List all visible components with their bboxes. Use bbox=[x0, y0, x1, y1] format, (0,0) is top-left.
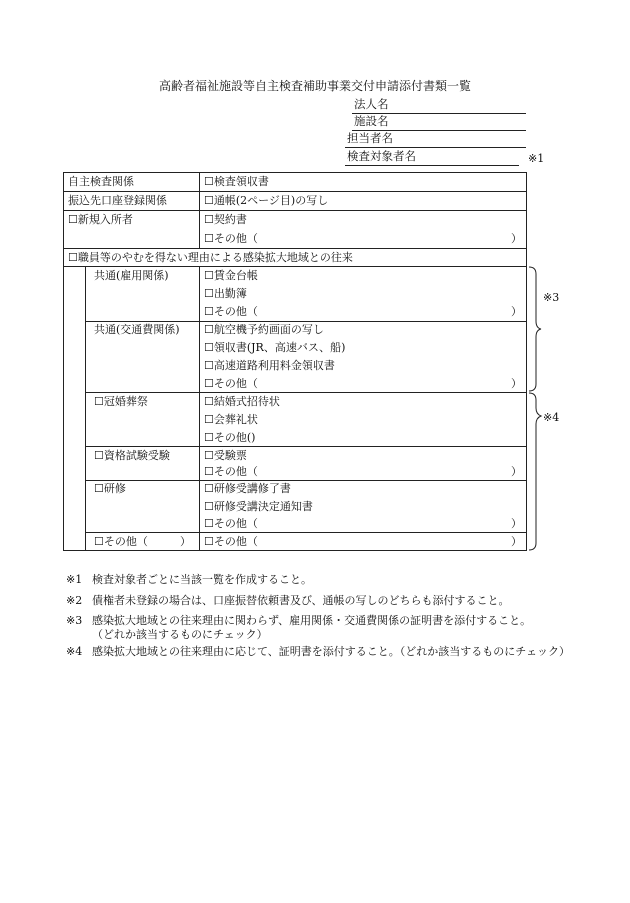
table-line bbox=[85, 321, 527, 322]
table-line bbox=[85, 392, 527, 393]
table-line bbox=[85, 480, 527, 481]
checkbox-other[interactable]: ☐その他（ bbox=[204, 465, 258, 478]
checkbox-other[interactable]: ☐その他（ bbox=[204, 305, 258, 318]
close-paren: ） bbox=[511, 465, 522, 478]
table-border-top bbox=[63, 172, 527, 173]
close-paren: ） bbox=[511, 232, 522, 245]
note-ref-1: ※1 bbox=[528, 152, 545, 165]
table-line bbox=[85, 446, 527, 447]
close-paren: ） bbox=[511, 517, 522, 530]
close-paren: ） bbox=[511, 305, 522, 318]
table-border-left bbox=[63, 172, 64, 551]
table-line bbox=[63, 266, 527, 267]
checkbox-contract[interactable]: ☐契約書 bbox=[204, 213, 247, 226]
brace-ref-3: ※3 bbox=[543, 291, 560, 304]
checkbox-training-completion[interactable]: ☐研修受講修了書 bbox=[204, 482, 291, 495]
table-line bbox=[63, 210, 527, 211]
table-line bbox=[63, 248, 527, 249]
checkbox-funeral-letter[interactable]: ☐会葬礼状 bbox=[204, 413, 258, 426]
brace-note-4 bbox=[528, 392, 542, 551]
facility-name-field[interactable] bbox=[352, 114, 526, 131]
checkbox-other-reason[interactable]: ☐その他（ bbox=[94, 535, 148, 548]
inspection-target-label: 検査対象者名 bbox=[347, 149, 416, 163]
checkbox-attendance-book[interactable]: ☐出勤簿 bbox=[204, 287, 247, 300]
checkbox-wedding-invitation[interactable]: ☐結婚式招待状 bbox=[204, 395, 280, 408]
checkbox-training-notice[interactable]: ☐研修受講決定通知書 bbox=[204, 500, 313, 513]
brace-ref-4: ※4 bbox=[543, 411, 560, 424]
contact-person-label: 担当者名 bbox=[347, 131, 393, 145]
table-col-divider bbox=[199, 266, 200, 551]
note-2-text: 債権者未登録の場合は、口座振替依頼書及び、通帳の写しのどちらも添付すること。 bbox=[92, 594, 510, 607]
table-border-right bbox=[526, 172, 527, 551]
row-self-inspection-label: 自主検査関係 bbox=[68, 175, 134, 188]
checkbox-other[interactable]: ☐その他() bbox=[204, 431, 256, 444]
note-4-mark: ※4 bbox=[66, 645, 83, 658]
note-3-mark: ※3 bbox=[66, 614, 83, 627]
checkbox-training[interactable]: ☐研修 bbox=[94, 482, 126, 495]
document-title: 高齢者福祉施設等自主検査補助事業交付申請添付書類一覧 bbox=[158, 79, 471, 93]
note-2-mark: ※2 bbox=[66, 594, 83, 607]
checkbox-highway-receipt[interactable]: ☐高速道路利用料金領収書 bbox=[204, 359, 335, 372]
checkbox-other[interactable]: ☐その他（ bbox=[204, 232, 258, 245]
table-indent-divider bbox=[85, 266, 86, 551]
checkbox-inspection-receipt[interactable]: ☐検査領収書 bbox=[204, 175, 269, 188]
note-1-mark: ※1 bbox=[66, 573, 83, 586]
table-line bbox=[63, 191, 527, 192]
checkbox-flight-reservation[interactable]: ☐航空機予約画面の写し bbox=[204, 323, 324, 336]
checkbox-other[interactable]: ☐その他（ bbox=[204, 377, 258, 390]
checkbox-receipt-transport[interactable]: ☐領収書(JR、高速バス、船) bbox=[204, 341, 346, 354]
row-employment-label: 共通(雇用関係) bbox=[94, 269, 169, 282]
checkbox-wage-ledger[interactable]: ☐賃金台帳 bbox=[204, 269, 258, 282]
table-border-bottom bbox=[63, 550, 527, 551]
inspection-target-field[interactable] bbox=[345, 149, 519, 166]
close-paren: ） bbox=[511, 377, 522, 390]
note-3-text-cont: （どれか該当するものにチェック） bbox=[92, 628, 268, 641]
contact-person-field[interactable] bbox=[345, 131, 526, 148]
brace-note-3 bbox=[528, 266, 542, 392]
checkbox-ceremonial[interactable]: ☐冠婚葬祭 bbox=[94, 395, 148, 408]
table-col-divider bbox=[199, 172, 200, 248]
checkbox-other[interactable]: ☐その他（ bbox=[204, 535, 258, 548]
checkbox-qualification-exam[interactable]: ☐資格試験受験 bbox=[94, 449, 170, 462]
checkbox-passbook-copy[interactable]: ☐通帳(2ページ目)の写し bbox=[204, 194, 329, 207]
checkbox-exam-ticket[interactable]: ☐受験票 bbox=[204, 449, 247, 462]
close-paren: ） bbox=[180, 535, 191, 548]
note-4-text: 感染拡大地域との往来理由に応じて、証明書を添付すること。（どれか該当するものにチェック） bbox=[92, 645, 570, 658]
checkbox-other[interactable]: ☐その他（ bbox=[204, 517, 258, 530]
corporation-name-field[interactable] bbox=[352, 97, 526, 114]
checkbox-unavoidable-travel[interactable]: ☐職員等のやむを得ない理由による感染拡大地域との往来 bbox=[68, 251, 353, 264]
note-3-text: 感染拡大地域との往来理由に関わらず、雇用関係・交通費関係の証明書を添付すること。 bbox=[92, 614, 532, 627]
note-1-text: 検査対象者ごとに当該一覧を作成すること。 bbox=[92, 573, 312, 586]
checkbox-new-resident[interactable]: ☐新規入所者 bbox=[68, 213, 133, 226]
table-line bbox=[85, 532, 527, 533]
corporation-name-label: 法人名 bbox=[354, 97, 389, 111]
row-transport-label: 共通(交通費関係) bbox=[94, 323, 180, 336]
row-bank-account-label: 振込先口座登録関係 bbox=[68, 194, 167, 207]
facility-name-label: 施設名 bbox=[354, 114, 389, 128]
close-paren: ） bbox=[511, 535, 522, 548]
